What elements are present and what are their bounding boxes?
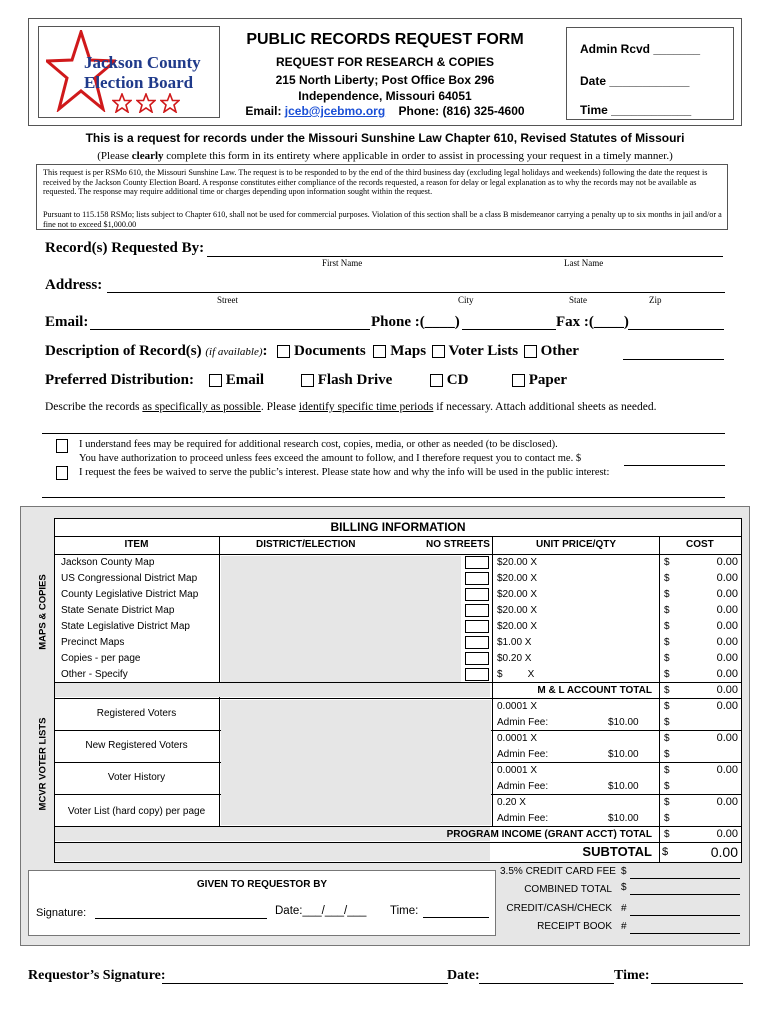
mcvr-side-label: MCVR VOTER LISTS [37, 717, 49, 811]
map-unit: $20.00 X [497, 557, 538, 568]
description-label: Description of Record(s) [45, 343, 202, 359]
cc-fee-label: 3.5% CREDIT CARD FEE [500, 866, 616, 877]
map-item: US Congressional District Map [61, 573, 198, 584]
preferred-label: Preferred Distribution: [45, 372, 194, 388]
footer-date-label: Date: [447, 968, 480, 983]
org-name-line-2: Election Board [84, 73, 194, 92]
method-line[interactable] [630, 915, 740, 916]
address-field[interactable] [107, 277, 725, 293]
phone-field[interactable] [462, 314, 556, 330]
voter-item: New Registered Voters [85, 740, 188, 751]
voter-unit: 0.0001 X [497, 701, 538, 712]
phone-text: Phone: (816) 325-4600 [398, 104, 525, 118]
admin-date[interactable]: Date ____________ [580, 74, 690, 88]
maps-side-label: MAPS & COPIES [37, 574, 49, 650]
map-item: Other - Specify [61, 669, 128, 680]
form-title: PUBLIC RECORDS REQUEST FORM [246, 31, 524, 48]
please-line [28, 150, 742, 162]
dist-email-checkbox[interactable] [209, 374, 222, 387]
email-field[interactable] [90, 314, 370, 330]
district-shade [221, 556, 461, 682]
col-district: DISTRICT/ELECTION [256, 539, 356, 550]
documents-label: Documents [294, 343, 366, 359]
map-dollar: $ [664, 653, 670, 664]
paper-checkbox[interactable] [512, 374, 525, 387]
other-field[interactable] [623, 344, 724, 360]
voter-unit: 0.0001 X [497, 733, 538, 744]
map-unit: $20.00 X [497, 621, 538, 632]
dist-email-label: Email [225, 372, 265, 388]
map-item: State Senate District Map [61, 605, 175, 616]
map-item: State Legislative District Map [61, 621, 190, 632]
voter-dollar: $ [664, 733, 670, 744]
ml-total-dollar: $ [664, 685, 670, 696]
other-checkbox[interactable] [524, 345, 537, 358]
no-streets-checkbox[interactable] [465, 556, 489, 569]
fee-checkbox-1[interactable] [56, 439, 68, 453]
email-field-label: Email: [45, 314, 89, 330]
map-cost: 0.00 [716, 588, 738, 600]
combined-dollar: $ [621, 882, 627, 893]
maps-checkbox[interactable] [373, 345, 386, 358]
map-item: Precinct Maps [61, 637, 125, 648]
given-signature-label: Signature: [36, 907, 87, 919]
col-cost: COST [686, 539, 714, 550]
ml-total-value: 0.00 [716, 684, 738, 696]
last-name-caption: Last Name [564, 258, 604, 268]
voter-cost: 0.00 [716, 764, 738, 776]
contact-line [226, 104, 544, 118]
city-caption: City [458, 295, 474, 305]
given-signature-line[interactable] [95, 918, 267, 919]
map-dollar: $ [664, 573, 670, 584]
dist-email-option [209, 372, 264, 389]
program-total-label: PROGRAM INCOME (GRANT ACCT) TOTAL [446, 829, 652, 840]
map-dollar: $ [664, 589, 670, 600]
map-cost: 0.00 [716, 652, 738, 664]
cd-checkbox[interactable] [430, 374, 443, 387]
map-unit: $ X [497, 669, 535, 680]
given-label: GIVEN TO REQUESTOR BY [196, 879, 328, 890]
tbl-line [54, 698, 742, 699]
star-icon [112, 93, 132, 113]
combined-label: COMBINED TOTAL [524, 884, 612, 895]
voter-dollar: $ [664, 797, 670, 808]
combined-line[interactable] [630, 894, 740, 895]
fee-amount-field[interactable] [624, 453, 725, 466]
map-item: County Legislative District Map [61, 589, 199, 600]
map-dollar: $ [664, 621, 670, 632]
admin-time[interactable]: Time ____________ [580, 103, 692, 117]
voter-item: Voter List (hard copy) per page [67, 806, 206, 817]
given-time-label: Time: [390, 905, 419, 917]
please-b: clearly [131, 150, 164, 162]
map-cost: 0.00 [716, 572, 738, 584]
requested-by-label: Record(s) Requested By: [45, 240, 205, 256]
voter-item: Voter History [107, 772, 166, 783]
tbl-line [54, 862, 742, 863]
receipt-hash: # [621, 921, 627, 932]
requested-by-field[interactable] [207, 241, 723, 257]
fee-text-1: I understand fees may be required for additional research cost, copies, media, or other as needed (to be disclosed). [79, 439, 558, 450]
form-subtitle: REQUEST FOR RESEARCH & COPIES [275, 55, 495, 69]
map-cost: 0.00 [716, 556, 738, 568]
map-unit: $20.00 X [497, 589, 538, 600]
map-item: Jackson County Map [61, 557, 155, 568]
notice-text-2: Pursuant to 115.158 RSMo; lists subject to Chapter 610, shall not be used for commercial purposes. Violation of this section shall be a class B misdemeanor carrying a penalty up to six months in jail and/or a fine not to exceed $1,000.00 [43, 210, 722, 229]
sunshine-law-line: This is a request for records under the Missouri Sunshine Law Chapter 610, Revised Statutes of Missouri [85, 131, 685, 145]
ml-total-shade [55, 683, 490, 697]
fee-checkbox-2[interactable] [56, 466, 68, 480]
describe-instructions [45, 401, 656, 413]
describe-c: . Please [260, 401, 299, 413]
tbl-line [54, 518, 742, 519]
street-caption: Street [217, 295, 238, 305]
given-date[interactable]: Date:___/___/___ [275, 905, 367, 917]
describe-e: if necessary. Attach additional sheets as needed. [433, 401, 657, 413]
voter-admin-label: Admin Fee: [497, 813, 549, 824]
documents-checkbox[interactable] [277, 345, 290, 358]
cc-fee-line[interactable] [630, 878, 740, 879]
star-icon [160, 93, 180, 113]
no-streets-checkbox[interactable] [465, 588, 489, 601]
program-total-value: 0.00 [716, 828, 738, 840]
star-icon [136, 93, 156, 113]
map-cost: 0.00 [716, 620, 738, 632]
map-cost: 0.00 [716, 636, 738, 648]
map-dollar: $ [664, 669, 670, 680]
map-unit: $20.00 X [497, 605, 538, 616]
phone-field-label: Phone :(____) [371, 314, 460, 330]
voter-cost: 0.00 [716, 796, 738, 808]
flash-drive-option [301, 372, 392, 389]
subtotal-value: 0.00 [710, 844, 738, 860]
map-item: Copies - per page [61, 653, 141, 664]
col-item: ITEM [124, 539, 149, 550]
other-label: Other [540, 343, 579, 359]
voter-cost: 0.00 [716, 700, 738, 712]
tbl-vline [741, 518, 742, 862]
voter-dollar: $ [664, 781, 670, 792]
voter-admin-amount: $10.00 [608, 717, 639, 728]
voter-admin-amount: $10.00 [608, 749, 639, 760]
voter-dollar: $ [664, 749, 670, 760]
program-total-dollar: $ [664, 829, 670, 840]
map-unit: $20.00 X [497, 573, 538, 584]
tbl-vline [219, 536, 220, 698]
no-streets-checkbox[interactable] [465, 572, 489, 585]
method-label: CREDIT/CASH/CHECK [506, 903, 612, 914]
voter-lists-checkbox[interactable] [432, 345, 445, 358]
tbl-line [54, 536, 742, 537]
state-caption: State [569, 295, 587, 305]
flash-drive-label: Flash Drive [317, 372, 393, 388]
map-cost: 0.00 [716, 604, 738, 616]
method-hash: # [621, 903, 627, 914]
please-a: (Please [97, 150, 132, 162]
voter-dollar: $ [664, 717, 670, 728]
map-cost: 0.00 [716, 668, 738, 680]
no-streets-checkbox[interactable] [465, 668, 489, 681]
cc-fee-dollar: $ [621, 866, 627, 877]
voter-lists-label: Voter Lists [448, 343, 519, 359]
notice-text-1: This request is per RSMo 610, the Missouri Sunshine Law. The request is to be responded to by the end of the third business day (excluding legal holidays and weekends) following the date the request is received by the Jackson County Election Board. A response constitutes either compliance of the records requested, a reason for delay or legal explanation as to why the records may not be available as requested. The response may require additional time or charges depending upon information sought within the request. [43, 168, 708, 197]
waiver-reason-line[interactable] [42, 497, 725, 498]
tbl-vline [659, 536, 660, 862]
fee-text-3: I request the fees be waived to serve the public’s interest. Please state how and why the info will be used in the public interest: [79, 467, 610, 478]
voter-admin-amount: $10.00 [608, 781, 639, 792]
requestor-signature-label: Requestor’s Signature: [28, 968, 166, 983]
map-dollar: $ [664, 605, 670, 616]
fax-field[interactable] [628, 314, 724, 330]
map-unit: $1.00 X [497, 637, 532, 648]
cd-label: CD [446, 372, 469, 388]
voter-unit: 0.0001 X [497, 765, 538, 776]
ml-total-label: M & L ACCOUNT TOTAL [537, 685, 652, 696]
subtotal-shade [55, 843, 490, 861]
footer-time-label: Time: [614, 968, 650, 983]
voter-admin-label: Admin Fee: [497, 749, 549, 760]
flash-drive-checkbox[interactable] [301, 374, 314, 387]
subtotal-dollar: $ [662, 846, 669, 858]
description-line[interactable] [42, 433, 725, 434]
maps-label: Maps [390, 343, 427, 359]
zip-caption: Zip [649, 295, 662, 305]
col-streets: NO STREETS [426, 539, 490, 550]
voter-admin-label: Admin Fee: [497, 717, 549, 728]
requestor-signature-line[interactable] [162, 983, 448, 984]
fee-text-2: You have authorization to proceed unless fees exceed the amount to follow, and I therefore request you to contact me. $ [79, 453, 582, 464]
footer-date-line[interactable] [479, 983, 614, 984]
receipt-line[interactable] [630, 933, 740, 934]
fax-field-label: Fax :(____) [556, 314, 629, 330]
please-c: complete this form in its entirety where applicable in order to assist in processing your request in a timely manner.) [163, 150, 673, 162]
first-name-caption: First Name [322, 258, 363, 268]
if-available-note: (if available) [205, 346, 263, 358]
cd-option [430, 372, 468, 389]
voter-district-shade [221, 700, 491, 825]
tbl-vline [219, 698, 220, 826]
tbl-vline [492, 536, 493, 826]
no-streets-checkbox[interactable] [465, 604, 489, 617]
given-time-line[interactable] [423, 917, 489, 918]
receipt-label: RECEIPT BOOK [537, 921, 612, 932]
email-label: Email: [245, 104, 282, 118]
no-streets-checkbox[interactable] [465, 652, 489, 665]
admin-rcvd[interactable]: Admin Rcvd _______ [580, 42, 701, 56]
org-name-line-1: Jackson County [84, 53, 201, 72]
col-unit: UNIT PRICE/QTY [536, 539, 617, 550]
small-stars [112, 93, 180, 118]
no-streets-checkbox[interactable] [465, 636, 489, 649]
describe-b: as specifically as possible [142, 401, 261, 413]
paper-label: Paper [528, 372, 568, 388]
describe-d: identify specific time periods [298, 401, 434, 413]
address-line-2: Independence, Missouri 64051 [298, 89, 472, 103]
description-row [45, 343, 579, 360]
email-link[interactable]: jceb@jcebmo.org [284, 104, 386, 118]
map-dollar: $ [664, 637, 670, 648]
describe-a: Describe the records [45, 401, 143, 413]
voter-admin-label: Admin Fee: [497, 781, 549, 792]
footer-time-line[interactable] [651, 983, 743, 984]
voter-item: Registered Voters [96, 708, 177, 719]
voter-cost: 0.00 [716, 732, 738, 744]
subtotal-label: SUBTOTAL [582, 844, 652, 859]
voter-dollar: $ [664, 701, 670, 712]
map-dollar: $ [664, 557, 670, 568]
address-label: Address: [45, 277, 103, 293]
voter-dollar: $ [664, 813, 670, 824]
paper-option [512, 372, 567, 389]
voter-dollar: $ [664, 765, 670, 776]
address-line-1: 215 North Liberty; Post Office Box 296 [275, 73, 495, 87]
description-colon: : [262, 343, 268, 359]
voter-unit: 0.20 X [497, 797, 526, 808]
map-unit: $0.20 X [497, 653, 532, 664]
billing-title: BILLING INFORMATION [330, 520, 466, 534]
voter-admin-amount: $10.00 [608, 813, 639, 824]
no-streets-checkbox[interactable] [465, 620, 489, 633]
tbl-line [54, 554, 742, 555]
